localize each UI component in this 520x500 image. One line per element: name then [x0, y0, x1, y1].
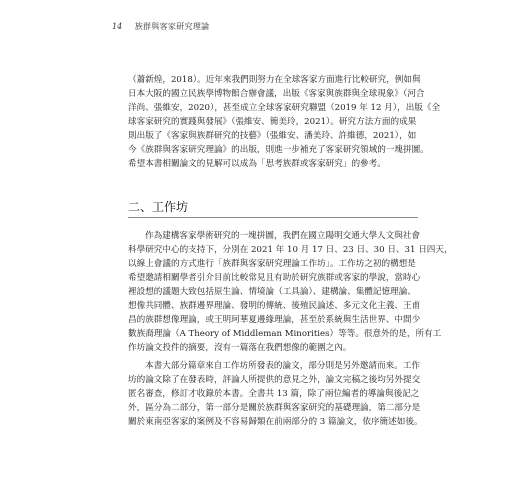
text-line: 作坊論文投件的摘要，沒有一篇落在我們想像的範圍之內。	[128, 343, 352, 353]
text-line: 數族裔理論（A Theory of Middleman Minorities）等等。很意外的是，所有工	[128, 329, 442, 339]
text-line: 以線上會議的方式進行「族群與客家研究理論工作坊」。工作坊之初的構想是	[128, 259, 416, 269]
text-line: 希望邀請相關學者引介目前比較常見且有助於研究族群或客家的學說，當時心	[128, 273, 421, 283]
text-line: 希望本書相關論文的見解可以成為「思考族群或客家研究」的參考。	[128, 159, 386, 169]
text-line: 則出版了《客家與族群研究的技藝》（張維安、潘美玲、許維德，2021），如	[128, 131, 417, 141]
text-line: 想像共同體、族群邊界理論、發明的傳統、後殖民論述、多元文化主義、王甫	[128, 301, 421, 311]
text-line: 日本大阪的國立民族學博物館合辦會議，出版《客家與族群與全球現象》（河合	[128, 89, 425, 99]
text-line: 科學研究中心的支持下，分別在 2021 年 10 月 17 日、23 日、30 日、31 日四天，	[128, 245, 453, 255]
page-number: 14	[112, 22, 123, 31]
text-line: 洋尚、張維安，2020），甚至成立全球客家研究聯盟（2019 年 12 月），出版《全	[128, 103, 441, 113]
text-line: 球客家研究的實踐與發展》（張維安、簡美玲，2021）。研究方法方面的成果	[128, 117, 417, 127]
text-line: 外，區分為二部分，第一部分是關於族群與客家研究的基礎理論，第二部分是	[128, 403, 421, 413]
running-header	[112, 21, 209, 32]
text-line: 今《族群與客家研究理論》的出版，則進一步補充了客家研究領域的一塊拼圖。	[128, 145, 429, 155]
section-heading: 二、工作坊	[128, 200, 189, 214]
text-line: 坊的論文除了在發表時，評論人所提供的意見之外，論文完稿之後均另外提交	[128, 375, 421, 385]
text-line: 本書大部分篇章來自工作坊所發表的論文，部分則是另外邀請而來。工作	[145, 361, 421, 371]
text-line: 關於東南亞客家的案例及不容易歸類在前兩部分的 3 篇論文，依序簡述如後。	[128, 417, 423, 427]
text-line: 作為建構客家學術研究的一塊拼圖，我們在國立陽明交通大學人文與社會	[145, 231, 421, 241]
text-line: 昌的族群想像理論，或王明珂華夏邊緣理論，甚至於系統與生活世界、中間少	[128, 315, 421, 325]
text-line: 裡設想的議題大致包括原生論、情境論（工具論）、建構論、集體記憶理論、	[128, 287, 416, 297]
text-line: 匿名審查，修訂才收錄於本書。全書共 13 篇，除了兩位編者的導論與後記之	[128, 389, 420, 399]
book-title: 族群與客家研究理論	[134, 22, 210, 31]
text-line: （蕭新煌，2018）。近年來我們則努力在全球客家方面進行比較研究，例如與	[128, 75, 421, 85]
heading-divider	[128, 217, 418, 218]
